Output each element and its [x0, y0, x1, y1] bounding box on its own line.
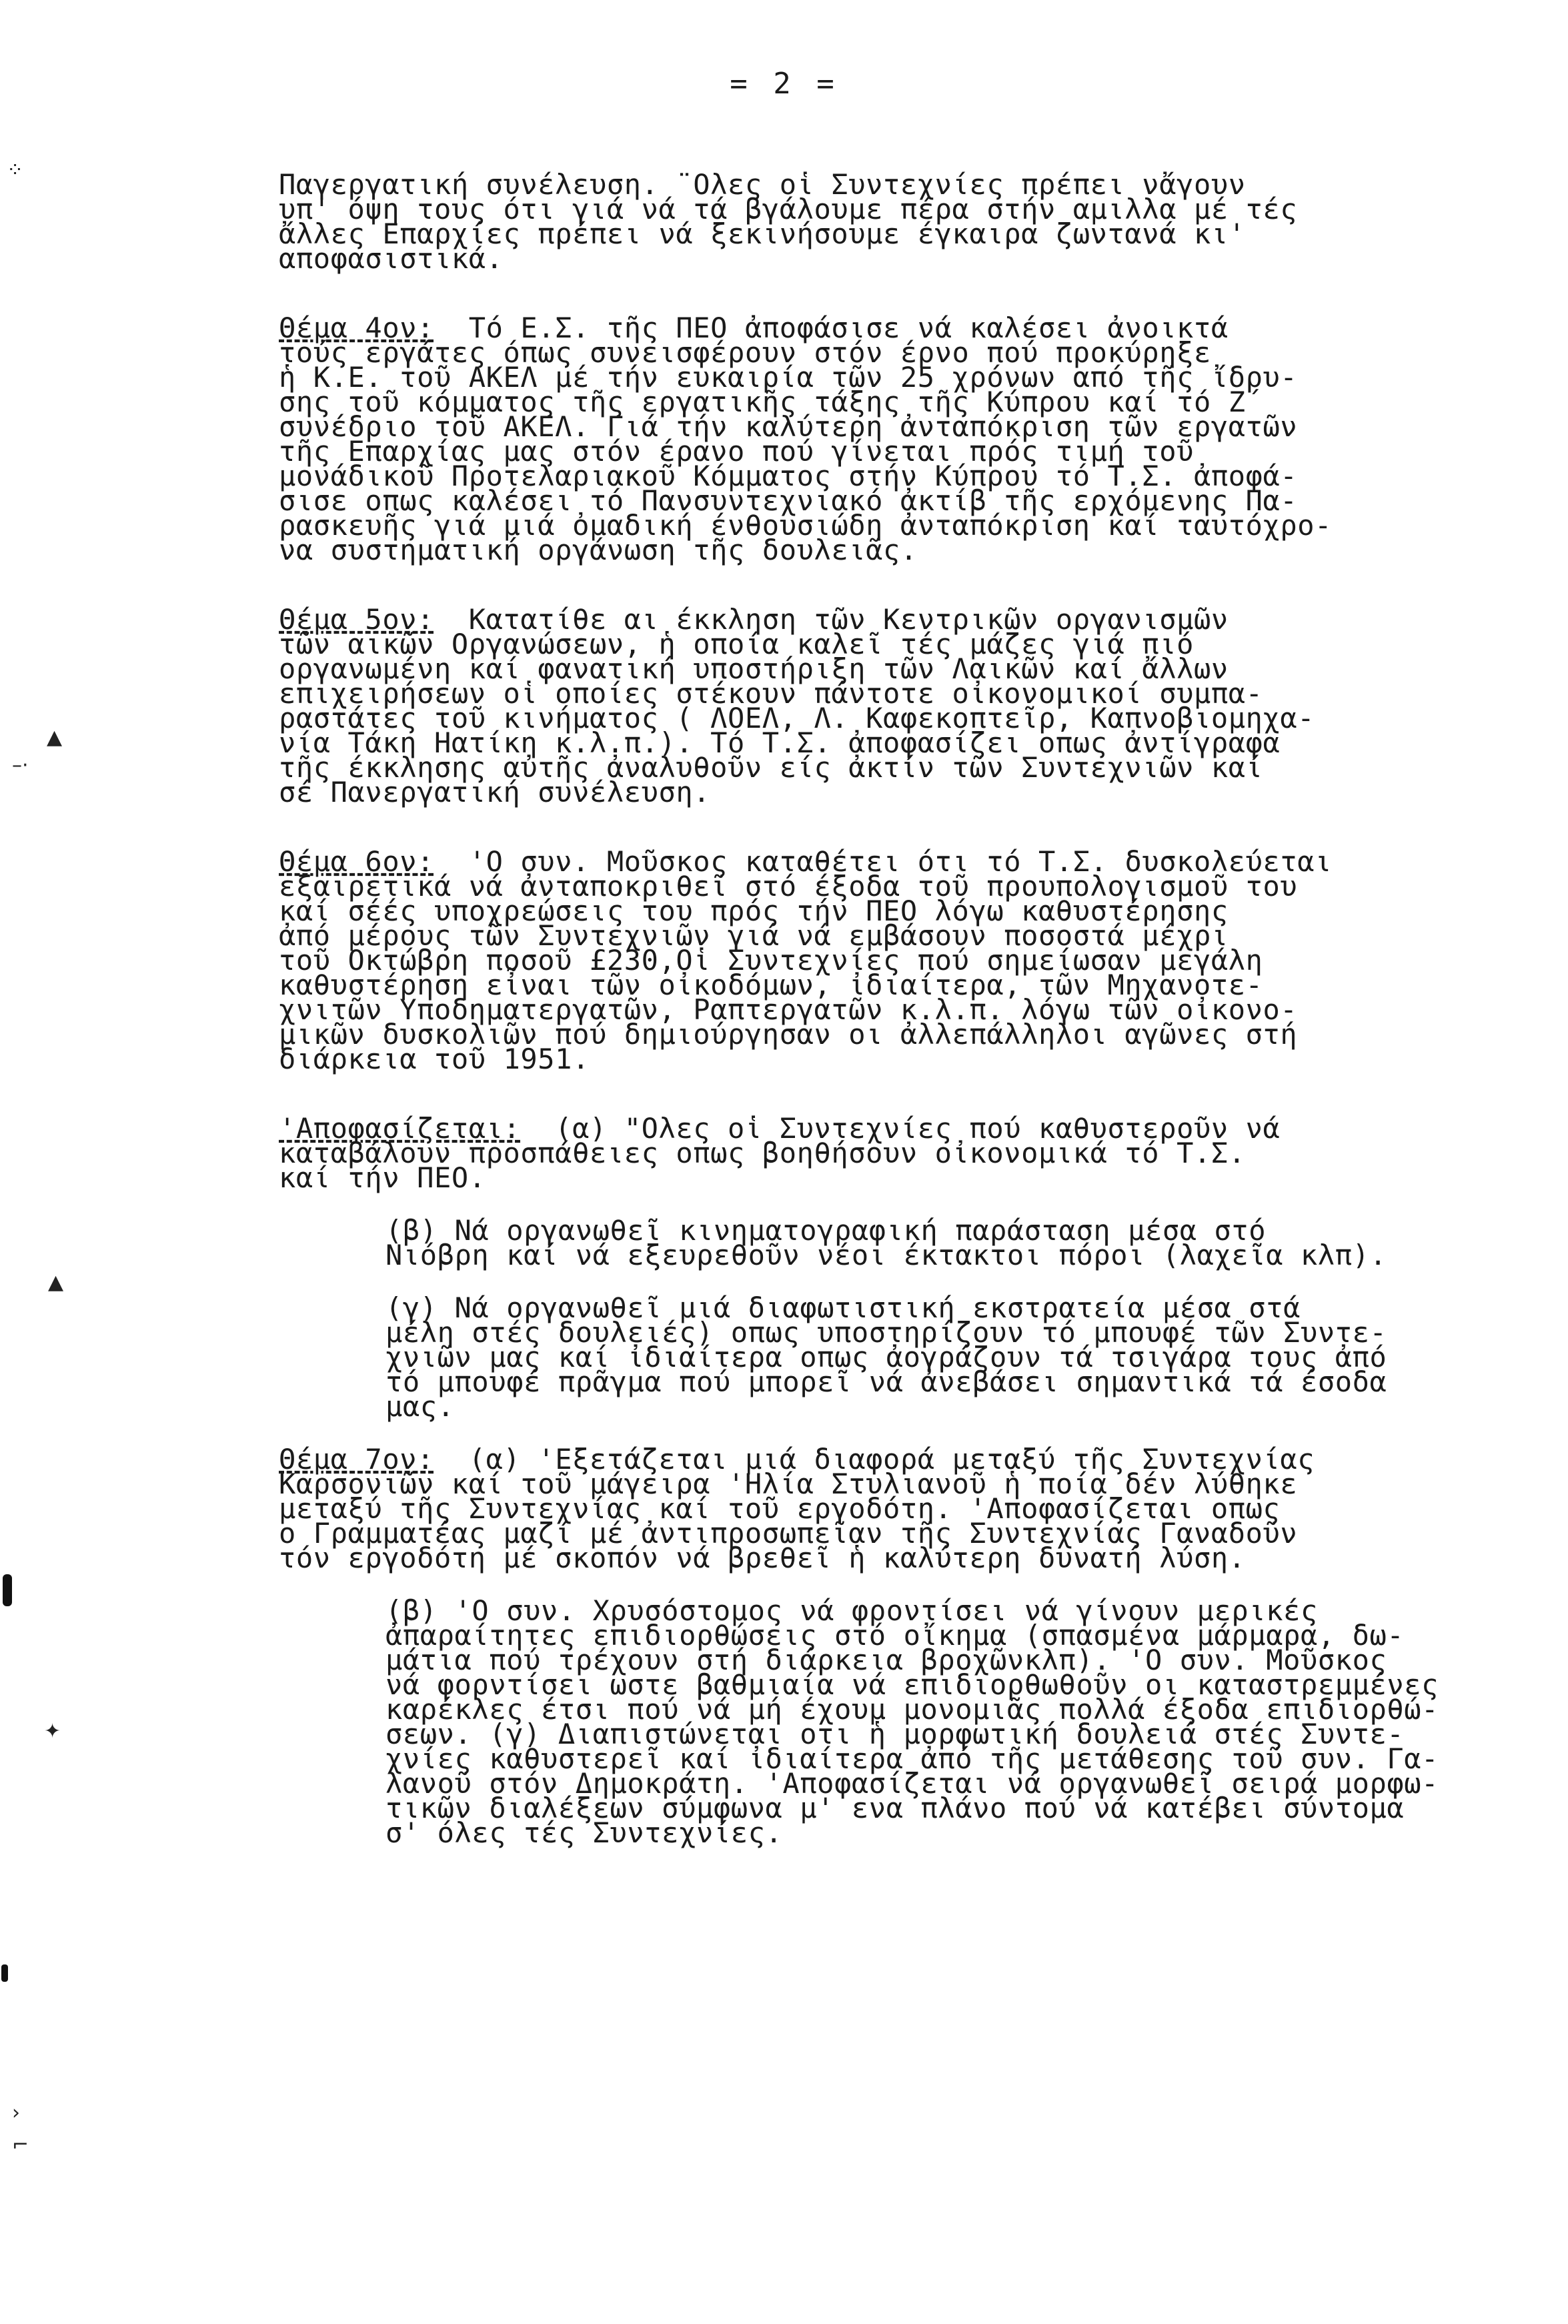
- line-text: συνέδριο τοῦ ΑΚΕΛ. Γιά τήν καλύτερη ἀνταπόκριση τῶν εργατῶν: [279, 410, 1298, 443]
- line-text: Καρσονιῶν καί τοῦ μάγειρα 'Ηλία Στυλιανοῦ ἡ ποία δέν λύθηκε: [279, 1468, 1298, 1500]
- margin-mark: ▲: [48, 1271, 64, 1294]
- paragraph: [279, 1594, 1499, 1849]
- paragraph: [279, 603, 1499, 808]
- line-text: οργανωμένη καί φανατική υποστήριξη τῶν Λαικῶν καί ἄλλων: [279, 652, 1229, 685]
- body-text: [279, 168, 1499, 1890]
- line-text: χνιτῶν Υποδηματεργατῶν, Ραπτεργατῶν κ.λ.π. λόγω τῶν οἰκονο-: [279, 993, 1298, 1026]
- line-text: εξαιρετικά νά ἀνταποκριθεῖ στό έξοδα τοῦ προυπολογισμοῦ του: [279, 870, 1298, 903]
- line-text: 'Ο συν. Μοῦσκος καταθέτει ότι τό Τ.Σ. δυσκολεύεται: [468, 845, 1333, 878]
- margin-blot: [3, 1574, 12, 1606]
- line-text: μικῶν δυσκολιῶν πού δημιούργησαν οι ἀλλεπάλληλοι αγῶνες στή: [279, 1018, 1298, 1051]
- line-text: αποφασιστικά.: [279, 242, 504, 275]
- line-text: (γ) Νά οργανωθεῖ μιά διαφωτιστική εκστρατεία μέσα στά: [385, 1291, 1301, 1324]
- line-text: ἄλλες Επαρχίες πρέπει νά ξεκινήσουμε έγκαιρα ζωντανά κι': [279, 217, 1246, 250]
- section-heading: Θέμα 4ον:: [279, 312, 434, 344]
- paragraph: [279, 1443, 1499, 1574]
- line-text: χνιῶν μας καί ἰδιαίτερα οπως ἀογράζουν τά τσιγάρα τους ἀπό: [385, 1341, 1387, 1373]
- section-heading: Θέμα 5ον:: [279, 603, 434, 636]
- line-text: σισε οπως καλέσει τό Πανσυντεχνιακό ἀκτίβ τῆς ερχόμενης Πα-: [279, 484, 1298, 517]
- margin-mark: ✦: [44, 1720, 61, 1743]
- margin-mark: ⌐: [12, 2133, 29, 2157]
- line-text: χνίες καθυστερεῖ καί ἰδιαίτερα ἀπό τῆς μετάθεσης τοῦ συν. Γα-: [385, 1742, 1439, 1775]
- line-text: τό μπουφέ πρᾶγμα πού μπορεῖ νά ἀνεβάσει σημαντικά τά έσοδα: [385, 1365, 1387, 1398]
- line-text: τικῶν διαλέξεων σύμφωνα μ' ενα πλάνο πού νά κατέβει σύντομα: [385, 1792, 1405, 1824]
- line-text: μονάδικοῦ Προτελαριακοῦ Κόμματος στήν Κύπρου τό Τ.Σ. ἀποφά-: [279, 460, 1298, 492]
- margin-blot: [1, 1964, 8, 1982]
- line-text: σ' όλες τές Συντεχνίες.: [385, 1816, 783, 1849]
- line-text: ρασκευῆς γιά μιά ὀμαδική ένθουσιώδη ἀνταπόκριση καί ταυτόχρο-: [279, 509, 1333, 542]
- line-text: Τό Ε.Σ. τῆς ΠΕΟ ἀπoφάσισε νά καλέσει ἀνοικτά: [468, 312, 1229, 344]
- line-text: τοῦ Οκτώβρη ποσοῦ £230,Οἱ Συντεχνίες πού σημείωσαν μεγάλη: [279, 944, 1263, 977]
- paragraph: [279, 1112, 1499, 1194]
- line-text: τῆς Επαρχίας μας στόν έρανο πού γίνεται πρός τιμή τοῦ: [279, 435, 1194, 468]
- line-text: μεταξύ τῆς Συντεχνίας καί τοῦ εργοδότη. 'Αποφασίζεται οπως: [279, 1492, 1281, 1525]
- line-text: τόν εργοδότη μέ σκοπόν νά βρεθεῖ ἡ καλύτερη δυνατή λύση.: [279, 1542, 1246, 1574]
- text-line: [385, 1239, 1499, 1271]
- line-text: (α) 'Εξετάζεται μιά διαφορά μεταξύ τῆς Συντεχνίας: [468, 1443, 1315, 1476]
- margin-mark: –·: [12, 754, 29, 777]
- text-line: [385, 1365, 1499, 1398]
- line-text: Κατατίθε αι έκκληση τῶν Κεντρικῶν οργανισμῶν: [468, 603, 1229, 636]
- line-text: να συστηματική οργάνωση τῆς δουλειᾶς.: [279, 534, 918, 566]
- line-text: τῆς έκκλησης αὐτῆς ἀναλυθοῦν είς ἀκτίν τῶν Συντεχνιῶν καί: [279, 751, 1263, 784]
- margin-mark: ⁘: [7, 159, 24, 182]
- line-text: ἀπαραίτητες επιδιορθώσεις στό οἴκημα (σπασμένα μάρμαρα, δω-: [385, 1619, 1405, 1652]
- line-text: υπ' όψη τους ότι γιά νά τά βγάλουμε πέρα στήν αμιλλα μέ τές: [279, 193, 1298, 225]
- line-text: καί τήν ΠΕΟ.: [279, 1161, 486, 1194]
- paragraph: [279, 1291, 1499, 1423]
- line-text: ο Γραμματέας μαζί μέ ἀντιπροσωπεῖαν τῆς Συντεχνίας Γαναδοῦν: [279, 1517, 1298, 1550]
- margin-mark: ›: [12, 2101, 20, 2125]
- line-text: διάρκεια τοῦ 1951.: [279, 1043, 590, 1075]
- line-text: Νιόβρη καί νά εξευρεθοῦν νέοι έκτακτοι πόροι (λαχεῖα κλπ).: [385, 1239, 1387, 1271]
- text-line: [279, 1542, 1499, 1574]
- line-text: καθυστέρηση εἶναι τῶν οἰκοδόμων, ἰδιαίτερα, τῶν Μηχανοτε-: [279, 969, 1263, 1001]
- line-text: ἡ Κ.Ε. τοῦ ΑΚΕΛ μέ τήν ευκαιρία τῶν 25 χρόνων από τῆς ἴδρυ-: [279, 361, 1298, 394]
- paragraph: [279, 168, 1499, 275]
- line-text: καρέκλες έτσι πού νά μή έχουμ μονομιᾶς πολλά έξοδα επιδιορθώ-: [385, 1693, 1439, 1726]
- line-text: καταβάλουν προσπάθειες οπως βοηθήσουν οἰκονομικά τό Τ.Σ.: [279, 1137, 1246, 1169]
- line-text: τούς εργάτες όπως συνεισφέρουν στόν έρνο πού προκύρηξε: [279, 336, 1211, 369]
- margin-mark: ▲: [47, 726, 63, 749]
- line-text: νία Τάκη Ηατίκη κ.λ.π.). Τό Τ.Σ. ἀποφασίζει οπως ἀντίγραφα: [279, 726, 1281, 759]
- line-text: τῶν αικῶν Οργανώσεων, ἡ οποία καλεῖ τές μάζες γιά πιό: [279, 628, 1194, 660]
- line-text: σεων. (γ) Διαπιστώνεται οτι ἡ μορφωτική δουλειά στές Συντε-: [385, 1718, 1405, 1750]
- line-text: μας.: [385, 1390, 455, 1423]
- line-text: ραστάτες τοῦ κινήματος ( ΛΟΕΛ, Λ. Καφεκοπτεῖρ, Καπνοβιομηχα-: [279, 702, 1315, 734]
- section-heading: Θέμα 6ον:: [279, 845, 434, 878]
- line-text: (β) 'Ο συν. Χρυσόστομος νά φροντίσει νά γίνουν μερικές: [385, 1594, 1318, 1627]
- line-text: ἀπό μέρους τῶν Συντεχνιῶν γιά νά εμβάσουν ποσοστά μέχρι: [279, 919, 1229, 952]
- line-text: Παγεργατική συνέλευση. ¨Ολες οἱ Συντεχνίες πρέπει νἄγουν: [279, 168, 1246, 201]
- line-text: νά φορντίσει ωστε βαθμιαία νά επιδιορθωθοῦν οι καταστρεμμένες: [385, 1668, 1439, 1701]
- line-text: σης τοῦ κόμματος τῆς εργατικῆς τάξης τῆς Κύπρου καί τό Ζ΄: [279, 386, 1263, 418]
- section-heading: 'Αποφασίζεται:: [279, 1112, 521, 1145]
- paragraph: [279, 1214, 1499, 1271]
- line-text: καί σέές υποχρεώσεις του πρός τήν ΠΕΟ λόγω καθυστέρησης: [279, 895, 1229, 927]
- line-text: λανοῦ στόν Δημοκράτη. 'Αποφασίζεται νά οργανωθεῖ σειρά μορφω-: [385, 1767, 1439, 1800]
- line-text: επιχειρήσεων οἱ οποίες στέκουν πάντοτε οἰκονομικοί συμπα-: [279, 677, 1263, 710]
- line-text: μέλη στές δουλειές) οπως υποστηρίζουν τό μπουφέ τῶν Συντε-: [385, 1316, 1387, 1349]
- page-number: = 2 =: [730, 67, 838, 101]
- line-text: μάτια πού τρέχουν στή διάρκεια βροχῶνκλπ). 'Ο συν. Μοῦσκος: [385, 1644, 1387, 1676]
- section-heading: Θέμα 7ον:: [279, 1443, 434, 1476]
- line-text: (α) "Ολες οἱ Συντεχνίες πού καθυστεροῦν νά: [555, 1112, 1281, 1145]
- paragraph: [279, 845, 1499, 1075]
- line-text: σέ Πανεργατική συνέλευση.: [279, 776, 711, 808]
- paragraph: [279, 312, 1499, 566]
- line-text: (β) Νά οργανωθεῖ κινηματογραφική παράσταση μέσα στό: [385, 1214, 1267, 1247]
